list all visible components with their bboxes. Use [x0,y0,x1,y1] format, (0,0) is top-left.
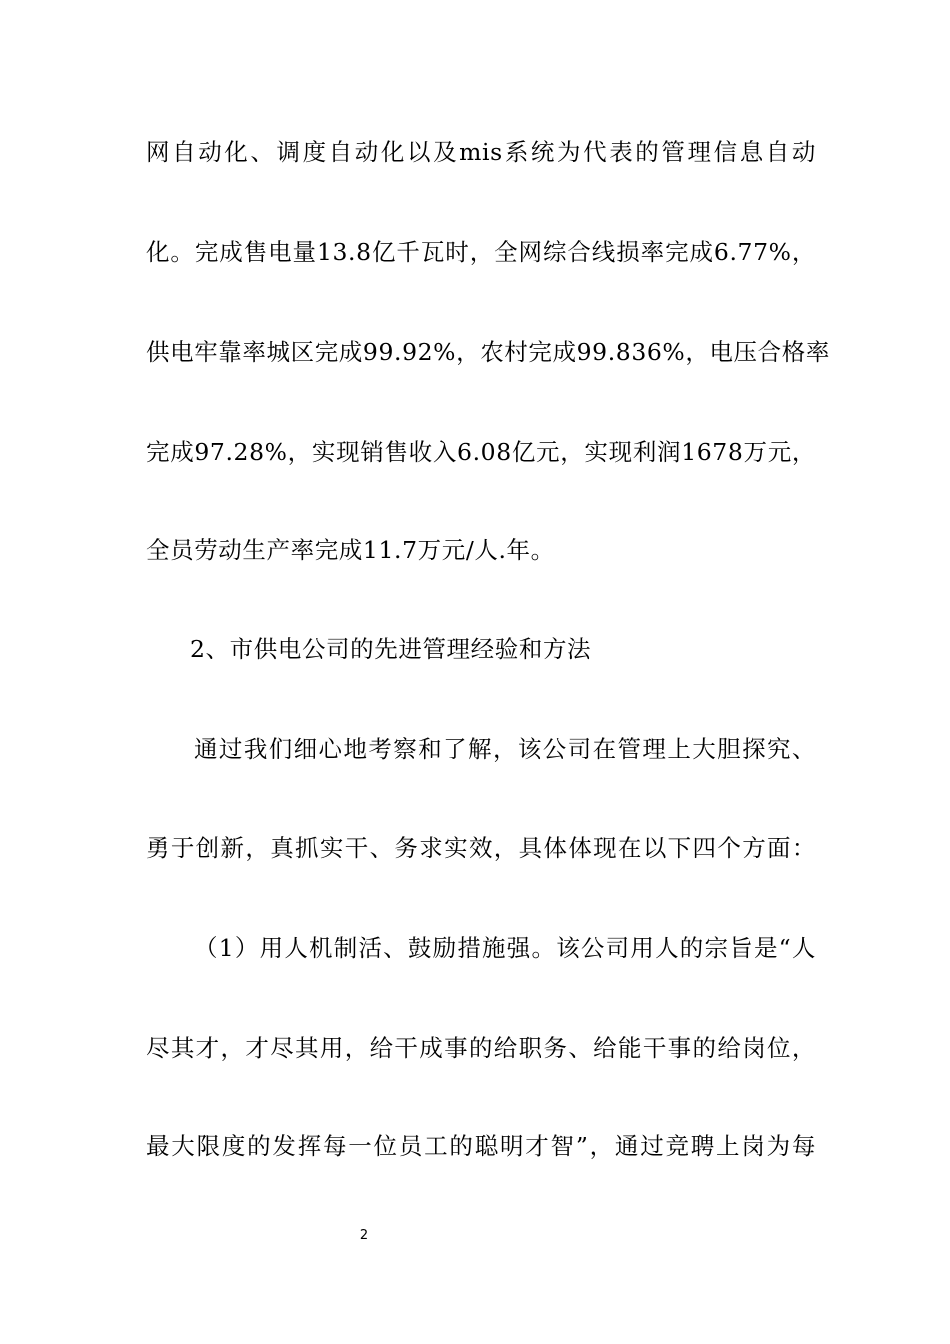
paragraph-line-5: 全员劳动生产率完成11.7万元/人.年。 [146,536,555,564]
paragraph-line-10: 尽其才，才尽其用，给干成事的给职务、给能干事的给岗位， [146,1034,816,1062]
paragraph-line-4: 完成97.28%，实现销售收入6.08亿元，实现利润1678万元， [146,438,816,466]
paragraph-line-2: 化。完成售电量13.8亿千瓦时，全网综合线损率完成6.77%， [146,238,816,266]
paragraph-line-8: 勇于创新，真抓实干、务求实效，具体体现在以下四个方面： [146,834,816,862]
paragraph-line-11: 最大限度的发挥每一位员工的聪明才智”，通过竞聘上岗为每 [146,1132,816,1160]
paragraph-line-1: 网自动化、调度自动化以及mis系统为代表的管理信息自动 [146,138,816,166]
page-number: 2 [359,1228,369,1243]
paragraph-line-7: 通过我们细心地考察和了解，该公司在管理上大胆探究、 [194,735,816,763]
paragraph-line-3: 供电牢靠率城区完成99.92%，农村完成99.836%，电压合格率 [146,338,830,366]
paragraph-line-9: （1）用人机制活、鼓励措施强。该公司用人的宗旨是“人 [194,934,816,962]
section-heading: 2、市供电公司的先进管理经验和方法 [190,635,592,663]
